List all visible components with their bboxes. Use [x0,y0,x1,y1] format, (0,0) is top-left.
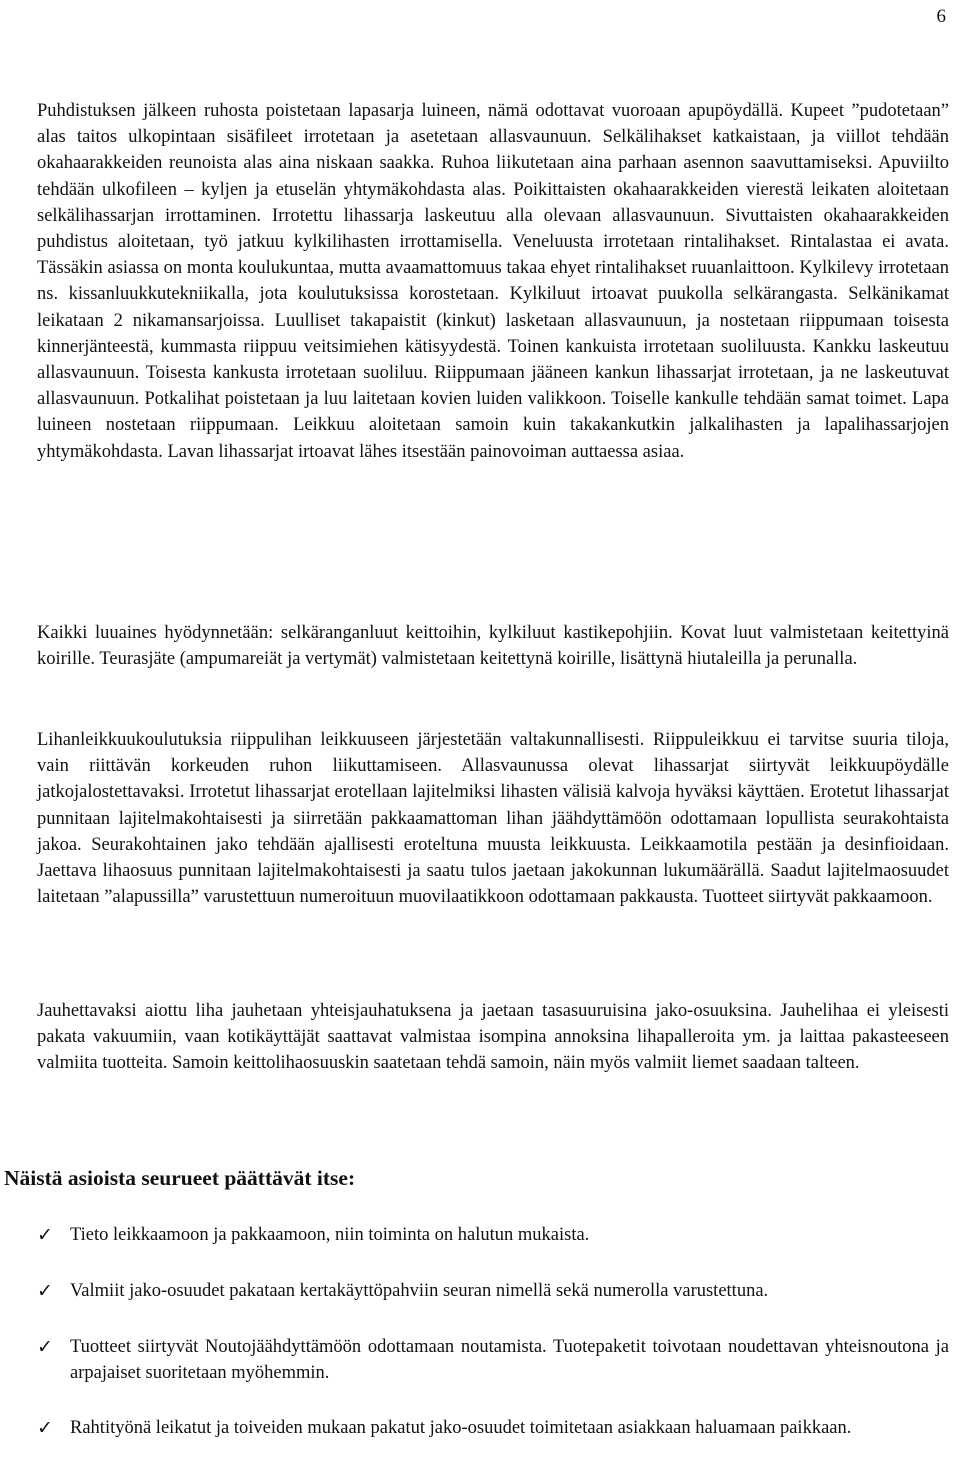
paragraph-bone-usage: Kaikki luuaines hyödynnetään: selkäranganluut keittoihin, kylkiluut kastikepohjiin. Kovat luut valmistetaan keitettyinä koirille. Teurasjäte (ampumareiät ja vertymät) valmistetaan keitettynä koirille, lisättynä hiutaleilla ja perunalla. [37,623,949,670]
paragraph-carcass-cutting: Puhdistuksen jälkeen ruhosta poistetaan lapasarja luineen, nämä odottavat vuoroaan apupöydällä. Kupeet ”pudotetaan” alas taitos ulkopintaan sisäfileet irrotetaan ja asetetaan allasvaunuun. Selkälihakset katkaistaan, ja viillot tehdään okahaarakkeiden reunoista alas aina niskaan saakka. Ruhoa liikutetaan aina parhaan asennon saavuttamiseksi. Apuviilto tehdään ulkofileen – kyljen ja etuselän yhtymäkohdasta alas. Poikittaisten okahaarakkeiden vierestä leikaten aloitetaan selkälihassarjan irrottaminen. Irrotettu lihassarja laskeutuu alla olevaan allasvaunuun. Sivuttaisten okahaarakkeiden puhdistus aloitetaan, työ jatkuu kylkilihasten irrottamisella. Veneluusta irrotetaan rintalihakset. Rintalastaa ei avata. Tässäkin asiassa on monta koulukuntaa, mutta avaamattomuus takaa ehyet rintalihakset ruuanlaittoon. Kylkilevy irrotetaan ns. kissanluukkutekniikalla, jota koulutuksissa korostetaan. Kylkiluut irtoavat puukolla selkärangasta. Selkänikamat leikataan 2 nikamansarjoissa. Luulliset takapaistit (kinkut) lasketaan allasvaunuun, ja nostetaan riippumaan toisesta kinnerjänteestä, kummasta riippuu veitsimiehen kätisyydestä. Toinen kankuista irrotetaan suoliluusta. Kankku laskeutuu allasvaunuun. Toisesta kankusta irrotetaan suoliluu. Riippumaan jääneen kankun lihassarjat irrotetaan, ja ne laskeutuvat allasvaunuun. Potkalihat poistetaan ja luu laitetaan kovien luiden valikkoon. Toiselle kankulle tehdään samat toimet. Lapa luineen nostetaan riippumaan. Leikkuu aloitetaan samoin kuin takakankutkin jalkalihasten ja lapalihassarjojen yhtymäkohdasta. Lavan lihassarjat irtoavat lähes itsestään painovoiman auttaessa asiaa. [37,101,949,462]
checkmark-icon: ✓ [37,1336,53,1358]
checklist-item-text: Tieto leikkaamoon ja pakkaamoon, niin toiminta on halutun mukaista. [70,1225,590,1245]
page-number: 6 [936,6,946,27]
checklist-item [37,1278,949,1304]
checkmark-icon: ✓ [37,1224,53,1246]
checklist-item-text: Rahtityönä leikatut ja toiveiden mukaan pakatut jako-osuudet toimitetaan asiakkaan haluamaan paikkaan. [70,1418,852,1438]
checklist-item [37,1415,949,1441]
paragraph-training-and-distribution: Lihanleikkuukoulutuksia riippulihan leikkuuseen järjestetään valtakunnallisesti. Riippuleikkuu ei tarvitse suuria tiloja, vain riittävän korkeuden ruhon liikuttamiseen. Allasvaunussa olevat lihassarjat siirtyvät leikkuupöydälle jatkojalostettavaksi. Irrotetut lihassarjat erotellaan lajitelmiksi lihasten välisiä kalvoja hyväksi käyttäen. Erotetut lihassarjat punnitaan lajitelmakohtaisesti ja siirretään pakkaamattoman lihan jäähdyttämöön odottamaan lopullista seurakohtaista jakoa. Seurakohtainen jako tehdään ajallisesti eroteltuna muusta leikkuusta. Leikkaamotila pestään ja desinfioidaan. Jaettava lihaosuus punnitaan lajitelmakohtaisesti ja saatu tulos jaetaan jakokunnan lukumäärällä. Saadut lajitelmaosuudet laitetaan ”alapussilla” varustettuun numeroituun muovilaatikkoon odottamaan pakkausta. Tuotteet siirtyvät pakkaamoon. [37,730,949,908]
checklist-item [37,1334,949,1386]
checkmark-icon: ✓ [37,1417,53,1439]
paragraph-ground-meat: Jauhettavaksi aiottu liha jauhetaan yhteisjauhatuksena ja jaetaan tasasuuruisina jako-osuuksina. Jauhelihaa ei yleisesti pakata vakuumiin, vaan kotikäyttäjät saattavat valmistaa isompina annoksina lihapalleroita ym. ja laittaa pakasteeseen valmiita tuotteita. Samoin keittolihaosuuskin saatetaan tehdä samoin, näin myös valmiit liemet saadaan talteen. [37,1001,949,1074]
checklist-item [37,1222,949,1248]
checkmark-icon: ✓ [37,1280,53,1302]
section-heading: Näistä asioista seurueet päättävät itse: [4,1166,356,1190]
checklist-item-text: Valmiit jako-osuudet pakataan kertakäyttöpahviin seuran nimellä sekä numerolla varustettuna. [70,1281,769,1301]
checklist-item-text: Tuotteet siirtyvät Noutojäähdyttämöön odottamaan noutamista. Tuotepaketit toivotaan noudettavan yhteisnoutona ja arpajaiset suoritetaan myöhemmin. [70,1337,949,1384]
